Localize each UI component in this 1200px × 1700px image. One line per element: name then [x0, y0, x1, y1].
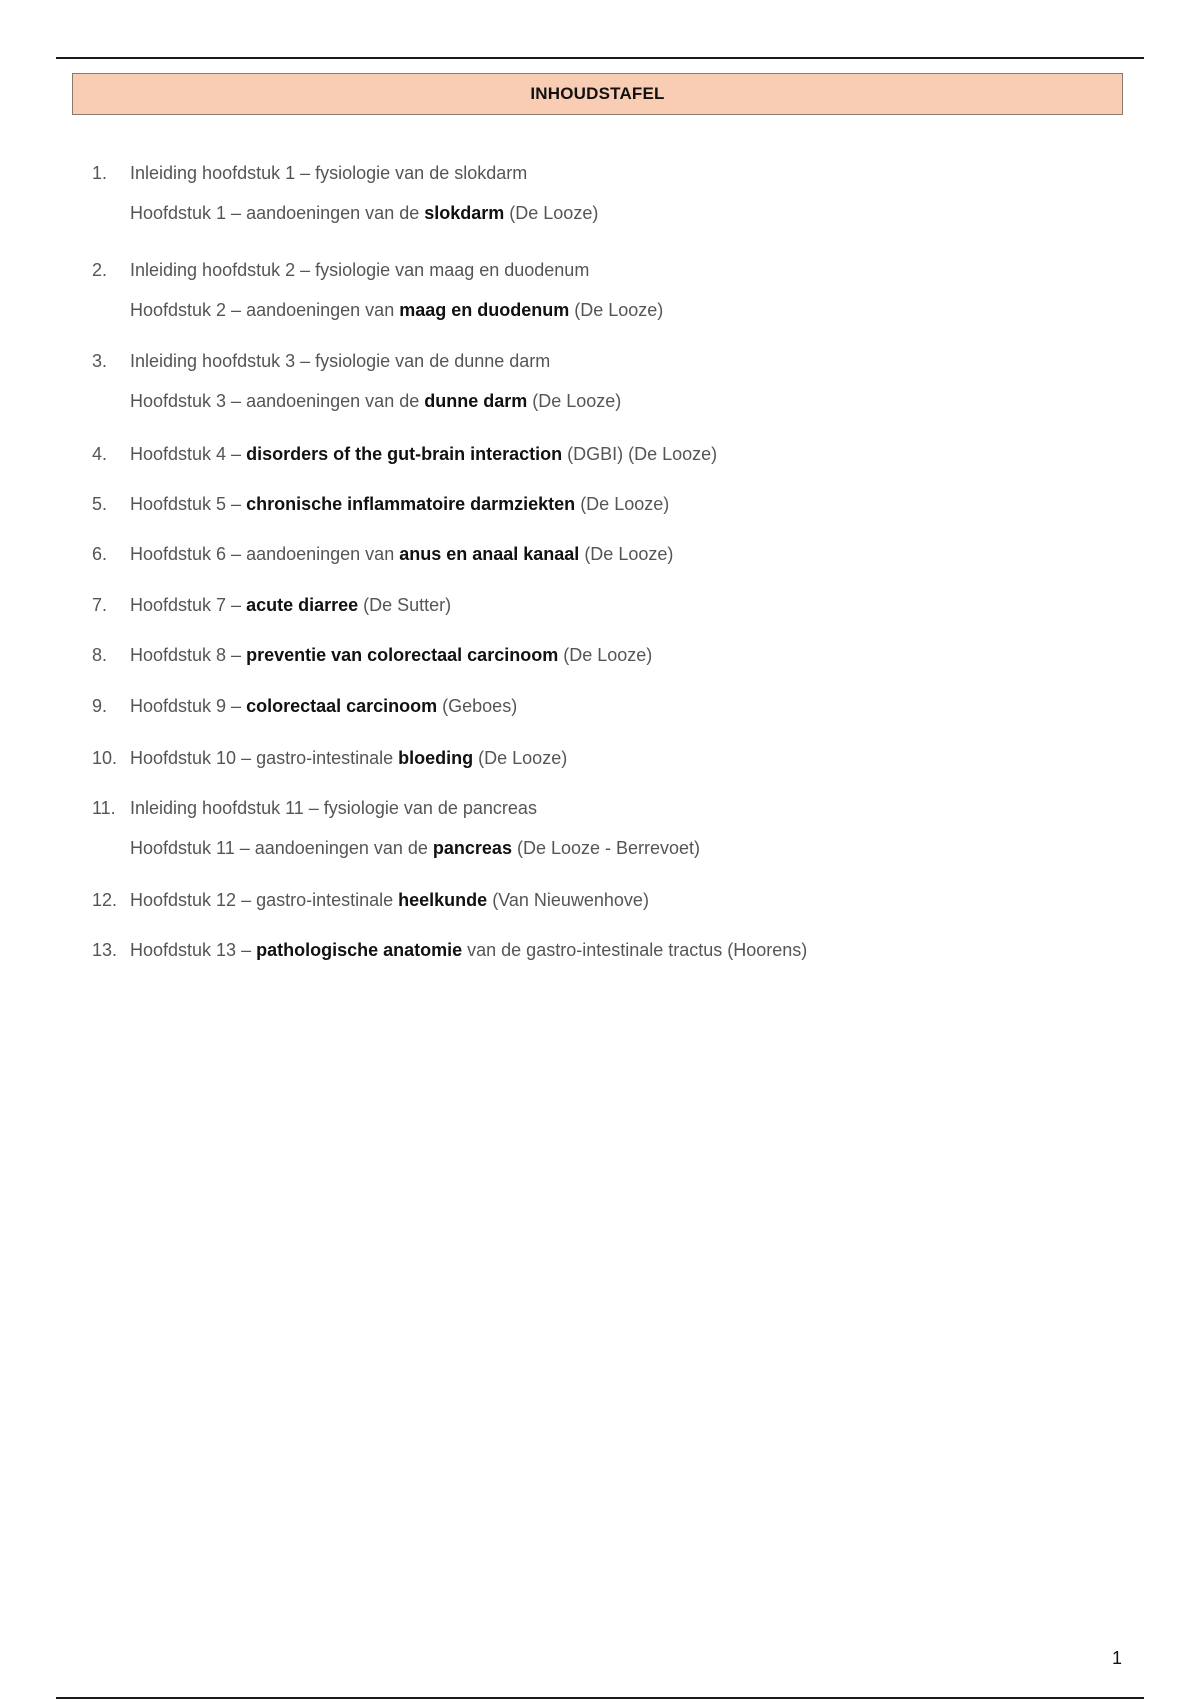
toc-line [92, 788, 1092, 828]
toc-entry-3[interactable] [92, 341, 1092, 421]
toc-line [92, 686, 1092, 726]
entry-text [130, 484, 669, 524]
toc-entry-9[interactable] [92, 686, 1092, 726]
entry-number: 6. [92, 544, 108, 564]
entry-text [130, 788, 537, 828]
entry-suffix: (De Looze) [558, 645, 653, 665]
entry-prefix: Hoofdstuk 13 – [130, 940, 257, 960]
toc-line [92, 635, 1092, 675]
entry-text [130, 585, 451, 625]
entry-topic: bloeding [398, 748, 474, 768]
entry-number: 2. [92, 260, 108, 280]
entry-text [130, 686, 517, 726]
entry-suffix: (De Looze) [569, 300, 664, 320]
toc-line [92, 930, 1092, 970]
toc-entry-13[interactable] [92, 930, 1092, 970]
toc-line [92, 193, 1092, 233]
entry-prefix: Inleiding hoofdstuk 1 – fysiologie van de slokdarm [130, 163, 528, 183]
entry-prefix: Hoofdstuk 3 – aandoeningen van de [130, 391, 425, 411]
toc-entry-11[interactable] [92, 788, 1092, 868]
entry-suffix: (De Looze) [575, 494, 670, 514]
entry-number: 3. [92, 351, 108, 371]
toc-line [92, 828, 1092, 868]
entry-prefix: Hoofdstuk 5 – [130, 494, 247, 514]
toc-line [92, 153, 1092, 193]
entry-text [130, 434, 717, 474]
entry-topic: pathologische anatomie [256, 940, 463, 960]
entry-number: 1. [92, 163, 108, 183]
entry-prefix: Inleiding hoofdstuk 3 – fysiologie van de dunne darm [130, 351, 551, 371]
entry-topic: disorders of the gut-brain interaction [246, 444, 563, 464]
entry-prefix: Hoofdstuk 8 – [130, 645, 247, 665]
entry-topic: maag en duodenum [399, 300, 570, 320]
entry-topic: heelkunde [398, 890, 488, 910]
entry-topic: chronische inflammatoire darmziekten [246, 494, 576, 514]
entry-text [130, 341, 550, 381]
toc-entry-2[interactable] [92, 250, 1092, 330]
entry-text [130, 381, 621, 421]
entry-suffix: (De Looze - Berrevoet) [511, 838, 701, 858]
entry-prefix: Hoofdstuk 9 – [130, 696, 247, 716]
entry-prefix: Hoofdstuk 6 – aandoeningen van [130, 544, 400, 564]
page-title: INHOUDSTAFEL [530, 84, 665, 103]
entry-number: 8. [92, 645, 108, 665]
entry-prefix: Hoofdstuk 12 – gastro-intestinale [130, 890, 399, 910]
entry-number: 12. [92, 890, 118, 910]
entry-prefix: Hoofdstuk 7 – [130, 595, 247, 615]
entry-topic: slokdarm [424, 203, 505, 223]
entry-suffix: (De Looze) [527, 391, 622, 411]
toc-entry-5[interactable] [92, 484, 1092, 524]
entry-prefix: Hoofdstuk 11 – aandoeningen van de [130, 838, 433, 858]
toc-line [92, 534, 1092, 574]
toc-line [92, 738, 1092, 778]
entry-suffix: (De Sutter) [358, 595, 452, 615]
entry-text [130, 635, 652, 675]
entry-suffix: van de gastro-intestinale tractus (Hoorens) [462, 940, 808, 960]
entry-prefix: Hoofdstuk 4 – [130, 444, 247, 464]
entry-suffix: (De Looze) [504, 203, 599, 223]
bottom-rule [56, 1697, 1144, 1699]
entry-suffix: (De Looze) [579, 544, 674, 564]
toc-entry-7[interactable] [92, 585, 1092, 625]
toc-line [92, 290, 1092, 330]
entry-topic: dunne darm [424, 391, 528, 411]
entry-suffix: (Geboes) [437, 696, 518, 716]
toc-line [92, 341, 1092, 381]
entry-number: 7. [92, 595, 108, 615]
entry-number: 4. [92, 444, 108, 464]
toc-entry-1[interactable] [92, 153, 1092, 233]
entry-prefix: Hoofdstuk 10 – gastro-intestinale [130, 748, 399, 768]
toc-entry-4[interactable] [92, 434, 1092, 474]
entry-text [130, 738, 567, 778]
entry-topic: preventie van colorectaal carcinoom [246, 645, 559, 665]
entry-text [130, 880, 649, 920]
entry-prefix: Hoofdstuk 1 – aandoeningen van de [130, 203, 425, 223]
entry-text [130, 250, 589, 290]
entry-prefix: Inleiding hoofdstuk 2 – fysiologie van maag en duodenum [130, 260, 590, 280]
entry-number: 13. [92, 940, 118, 960]
toc-line [92, 250, 1092, 290]
entry-text [130, 828, 700, 868]
entry-text [130, 290, 663, 330]
entry-suffix: (DGBI) (De Looze) [562, 444, 718, 464]
entry-number: 5. [92, 494, 108, 514]
entry-topic: anus en anaal kanaal [399, 544, 580, 564]
entry-number: 11. [92, 798, 116, 818]
toc-entry-8[interactable] [92, 635, 1092, 675]
toc-line [92, 381, 1092, 421]
entry-text [130, 930, 807, 970]
page-number: 1 [1112, 1648, 1123, 1668]
entry-prefix: Hoofdstuk 2 – aandoeningen van [130, 300, 400, 320]
toc-line [92, 484, 1092, 524]
entry-number: 9. [92, 696, 108, 716]
toc-entry-6[interactable] [92, 534, 1092, 574]
toc-line [92, 585, 1092, 625]
toc-entry-12[interactable] [92, 880, 1092, 920]
toc-entry-10[interactable] [92, 738, 1092, 778]
entry-suffix: (De Looze) [473, 748, 568, 768]
entry-topic: acute diarree [246, 595, 359, 615]
entry-topic: colorectaal carcinoom [246, 696, 438, 716]
entry-text [130, 153, 527, 193]
toc-line [92, 434, 1092, 474]
entry-number: 10. [92, 748, 118, 768]
entry-suffix: (Van Nieuwenhove) [487, 890, 649, 910]
entry-topic: pancreas [432, 838, 512, 858]
toc-line [92, 880, 1092, 920]
entry-text [130, 193, 598, 233]
entry-text [130, 534, 673, 574]
entry-prefix: Inleiding hoofdstuk 11 – fysiologie van de pancreas [130, 798, 537, 818]
